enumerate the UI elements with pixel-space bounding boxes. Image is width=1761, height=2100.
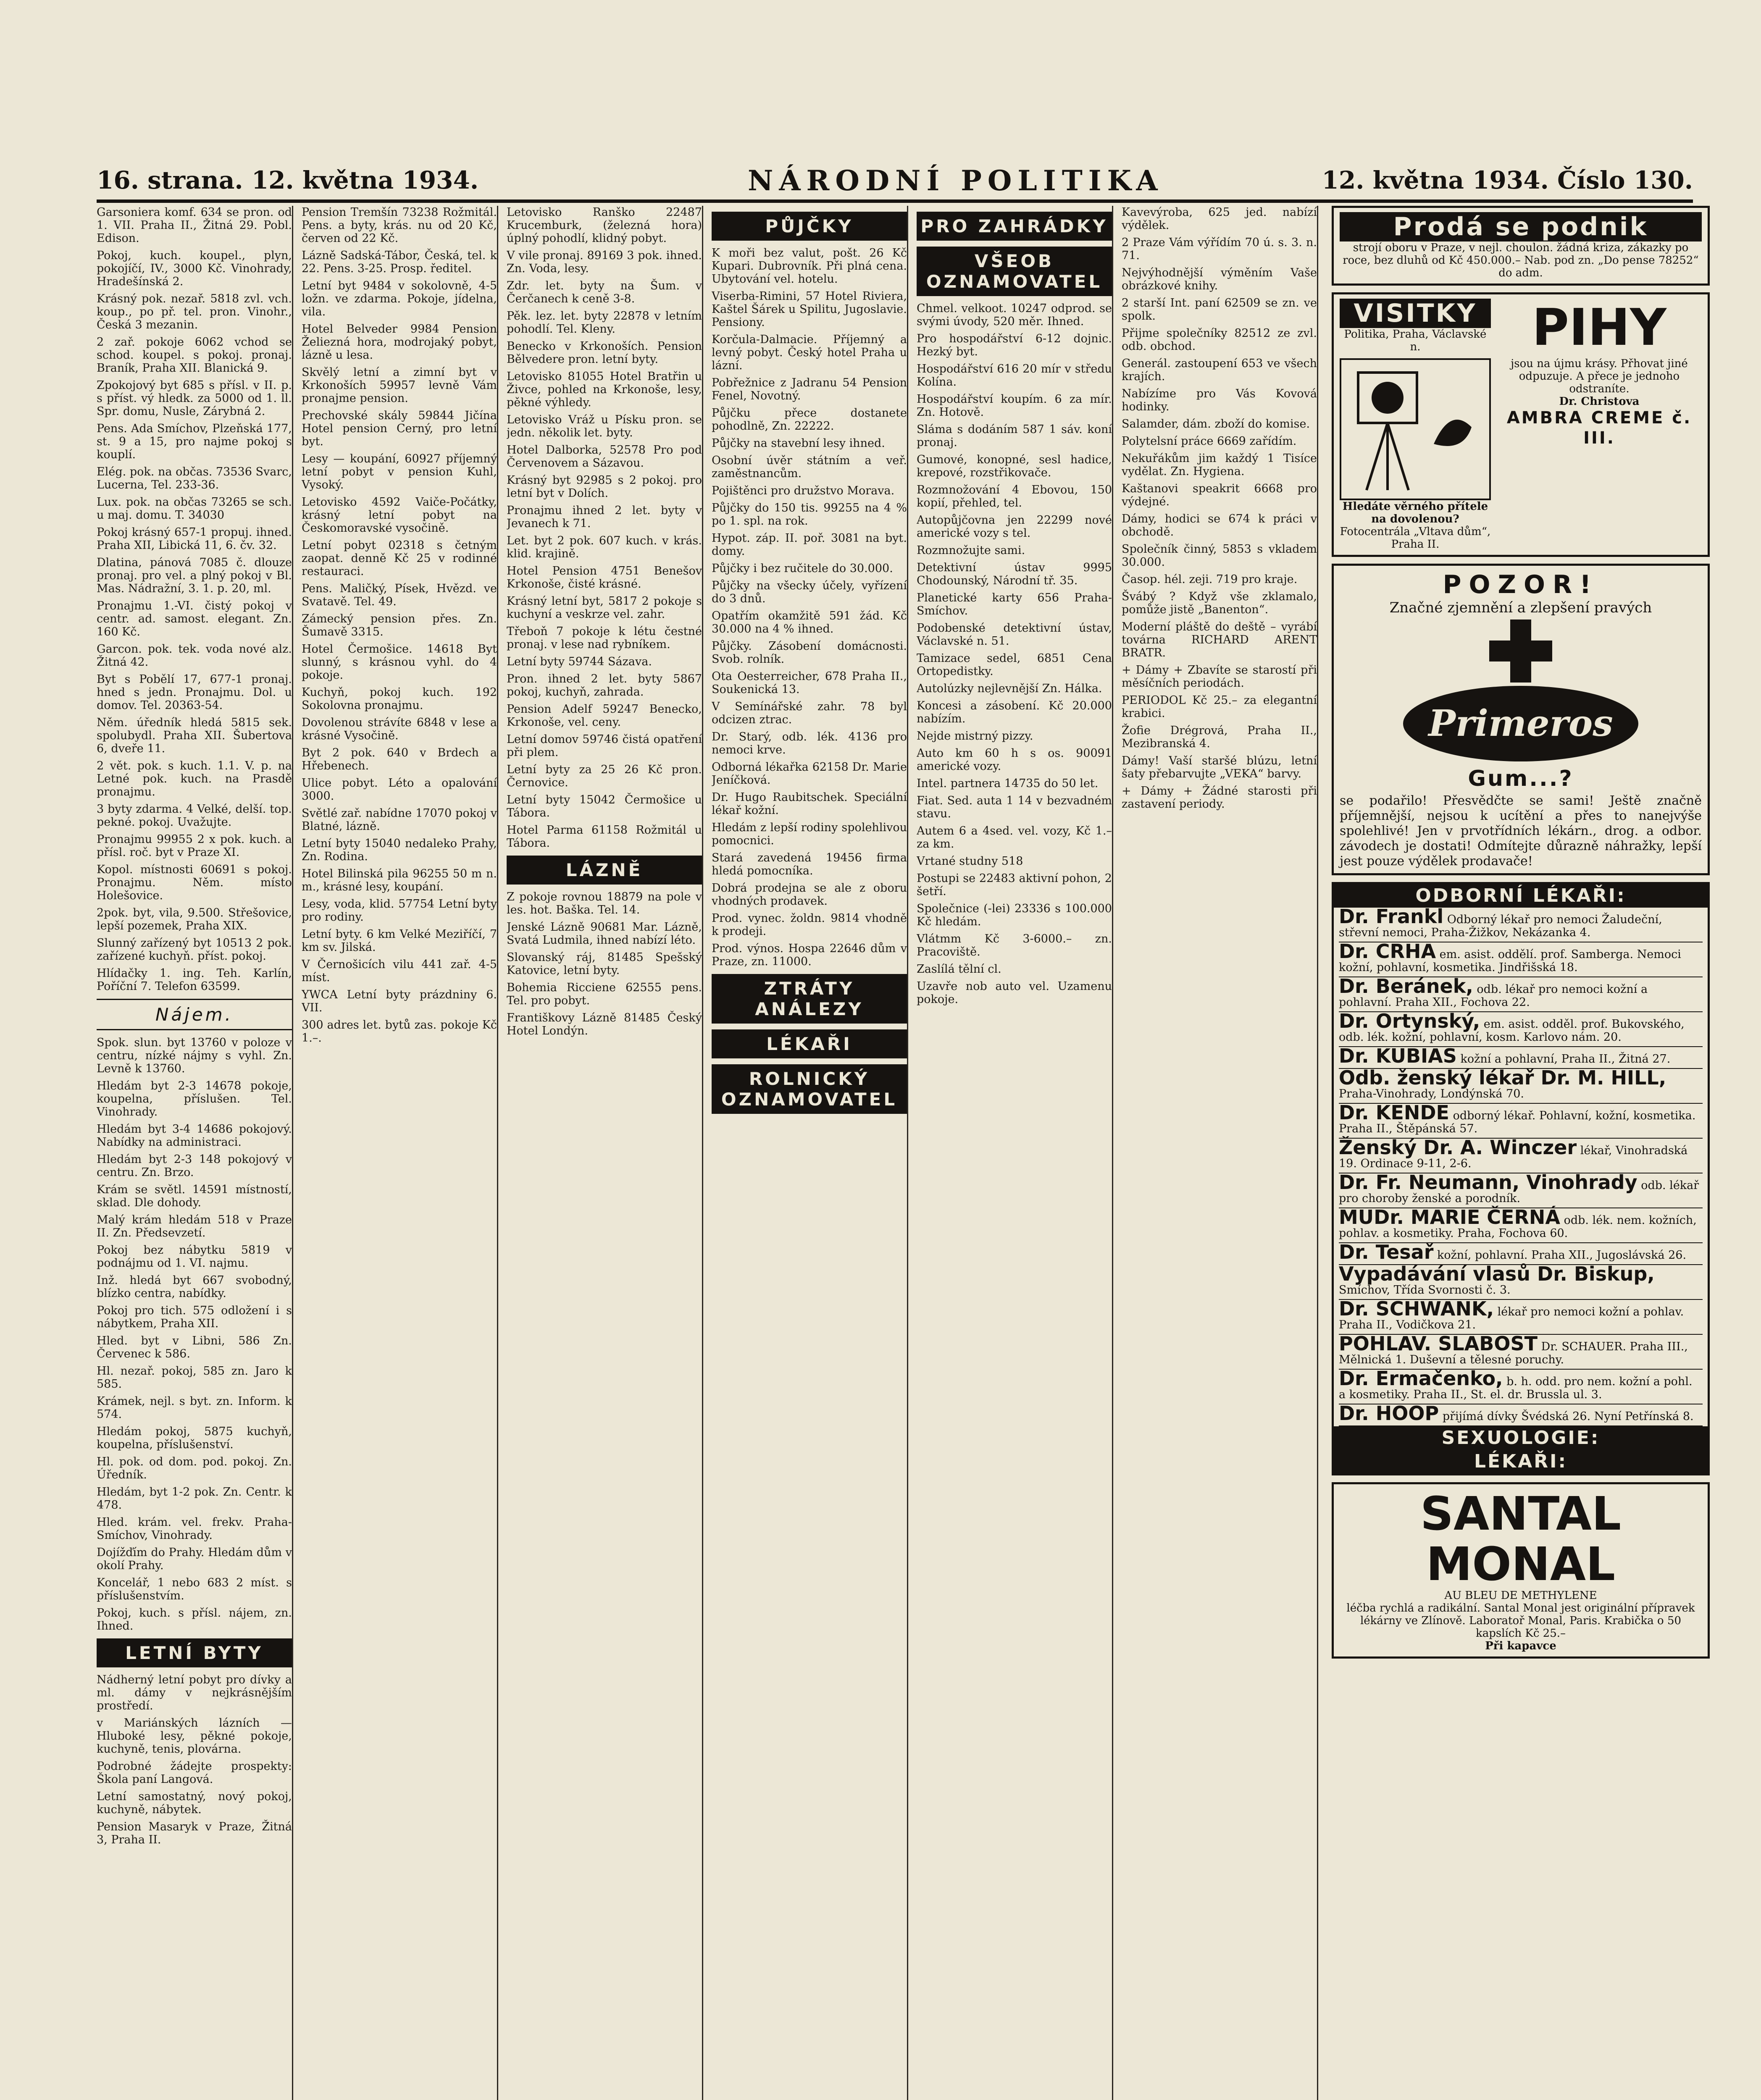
classified-list-6 (1122, 206, 1317, 811)
doctor-info: odb. lékař pro nemoci kožní a pohlavní. Praha XII., Fochova 22. (1339, 983, 1648, 1009)
classified-ad: Půjčky na všecky účely, vyřízení do 3 dnů. (712, 579, 907, 605)
classified-ad: Hotel Bilinská pila 96255 50 m n. m., krásné lesy, koupání. (302, 867, 497, 893)
classified-ad: Časop. hél. zeji. 719 pro kraje. (1122, 573, 1298, 586)
classified-ad: Hled. byt v Libni, 586 Zn. Červenec k 586. (97, 1334, 292, 1360)
classified-ad: + Dámy + Žádné starosti při zastavení periody. (1122, 785, 1317, 811)
classified-ad: Pronajmu ihned 2 let. byty v Jevanech k 71. (507, 504, 702, 530)
classified-ad: Autopůjčovna jen 22299 nové americké vozy s tel. (917, 514, 1112, 540)
classified-ad: Postupi se 22483 aktivní pohon, 2 šetří. (917, 872, 1112, 898)
odborni-lekari-title: ODBORNÍ LÉKAŘI: (1334, 884, 1708, 908)
classified-ad: Ota Oesterreicher, 678 Praha II., Soukenická 13. (712, 670, 907, 696)
doctor-entry (1339, 1297, 1703, 1335)
classified-ad: Auto km 60 h s os. 90091 americké vozy. (917, 747, 1112, 773)
classified-ad: Letní domov 59746 čistá opatření při plem. (507, 733, 702, 759)
classified-ad: Bohemia Ricciene 62555 pens. Tel. pro pobyt. (507, 981, 702, 1007)
classified-ad: Prod. vynec. žoldn. 9814 vhodně k prodeji. (712, 912, 907, 938)
classified-ad: Lesy, voda, klid. 57754 Letní byty pro rodiny. (302, 898, 497, 924)
ad-title: Prodá se podnik (1340, 212, 1702, 242)
foto-text: Fotocentrála „Vltava dům“, Praha II. (1340, 525, 1491, 551)
classified-ad: Společnice (-lei) 23336 s 100.000 Kč hledám. (917, 902, 1112, 928)
classified-ad: Žofie Drégrová, Praha II., Mezibranská 4. (1122, 724, 1317, 750)
classified-list-1b (97, 1036, 292, 1633)
classified-ad: Pokoj bez nábytku 5819 v podnájmu od 1. VI. najmu. (97, 1244, 292, 1270)
classified-ad: Něm. úředník hledá 5815 sek. spolubydl. Praha XII. Šubertova 6, dveře 11. (97, 716, 292, 755)
doctor-entry (1339, 1332, 1703, 1370)
doctor-info: Praha-Vinohrady, Londýnská 70. (1339, 1087, 1524, 1100)
classified-ad: Vlátmm Kč 3-6000.– zn. Pracoviště. (917, 932, 1112, 958)
classified-ad: 2 starší Int. paní 62509 se zn. ve spolk. (1122, 297, 1317, 323)
classified-ad: Intel. partnera 14735 do 50 let. (917, 777, 1099, 790)
classified-ad: Opatřím okamžitě 591 žád. Kč 30.000 na 4 % ihned. (712, 609, 907, 635)
section-vseob-oznamovatel: VŠEOB OZNAMOVATEL (917, 247, 1112, 296)
classified-ad: Planetické karty 656 Praha-Smíchov. (917, 591, 1112, 617)
classified-ad: Letní byty 59744 Sázava. (507, 655, 652, 668)
doctor-entry (1339, 1265, 1703, 1300)
advertisement-column (1332, 206, 1710, 2100)
issue-date-number: 12. května 1934. Číslo 130. (1322, 166, 1693, 194)
ad-primeros (1332, 564, 1710, 875)
santal-text: léčba rychlá a radikální. Santal Monal jest originální přípravek lékárny ve Zlínově. Laboratoř Monal, Paris. Krabička o 50 kapslích Kč 25.– (1346, 1602, 1695, 1640)
classified-ad: Autolúzky nejlevnější Zn. Hálka. (917, 682, 1102, 695)
doctor-name: Vypadávání vlasů Dr. Biskup, (1339, 1263, 1655, 1285)
visitky-subtitle: Politika, Praha, Václavské n. (1344, 328, 1487, 353)
pozor-title: POZOR! (1443, 570, 1599, 599)
ad-odborni-lekari (1332, 882, 1710, 1475)
classified-ad: Nabízíme pro Vás Kovová hodinky. (1122, 387, 1317, 413)
classified-ad: Nádherný letní pobyt pro dívky a ml. dámy v nejkrásnějším prostředí. (97, 1673, 292, 1712)
classified-ad: Ulice pobyt. Léto a opalování 3000. (302, 777, 497, 803)
classified-ad: Hled. krám. vel. frekv. Praha-Smíchov, Vinohrady. (97, 1516, 292, 1542)
classified-ad: Půjčky na stavební lesy ihned. (712, 437, 885, 450)
visitky-title: VISITKY (1340, 299, 1491, 328)
classified-ad: Zdr. let. byty na Šum. v Čerčanech k ceně 3-8. (507, 279, 702, 305)
doctor-entry (1339, 1066, 1703, 1104)
doctor-info: em. asist. odděl. prof. Bukovského, odb. lék. kožní, pohlavní, kosm. Karlovo nám. 20. (1339, 1018, 1685, 1044)
classified-ad: Letní samostatný, nový pokoj, kuchyně, nábytek. (97, 1790, 292, 1816)
classified-ad: 2 vět. pok. s kuch. 1.1. V. p. na Letné pok. kuch. na Prasdě pronajmu. (97, 759, 292, 798)
classified-ad: Pokoj pro tich. 575 odložení i s nábytkem, Praha XII. (97, 1304, 292, 1330)
classified-ad: Zaslílá tělní cl. (917, 963, 1001, 976)
classified-ad: Autem 6 a 4sed. vel. vozy, Kč 1.– za km. (917, 824, 1112, 850)
doctor-name: Dr. Ortynský, (1339, 1010, 1480, 1032)
doctor-name: Dr. HOOP (1339, 1402, 1439, 1425)
classified-ad: Kaštanovi speakrit 6668 pro výdejné. (1122, 482, 1317, 508)
classified-ad: Nejde mistrný pizzy. (917, 730, 1033, 743)
classified-list-3b (507, 890, 702, 1037)
doctor-entry (1339, 1243, 1703, 1265)
classified-list-4 (712, 247, 907, 968)
classified-ad: Viserba-Rimini, 57 Hotel Riviera, Kaštel Šárek u Spilitu, Jugoslavie. Pensiony. (712, 290, 907, 329)
doctor-name: Dr. Beránek, (1339, 975, 1473, 998)
cross-icon (1489, 620, 1552, 682)
classified-ad: Hledám pokoj, 5875 kuchyň, koupelna, příslušenství. (97, 1425, 292, 1451)
classified-ad: v Mariánských lázních — Hluboké lesy, pěkné pokoje, kuchyně, tenis, plovárna. (97, 1717, 292, 1756)
classified-ad: Hotel Belveder 9984 Pension Želiezná hora, modrojaký pobyt, lázně u lesa. (302, 323, 497, 362)
classified-ad: Letní byty. 6 km Velké Meziříčí, 7 km sv. Jilská. (302, 928, 497, 954)
doctor-name: Dr. KUBIAS (1339, 1045, 1457, 1067)
column-5 (917, 206, 1113, 2100)
classified-ad: Korčula-Dalmacie. Příjemný a levný pobyt. Český hotel Praha u lázní. (712, 333, 907, 372)
doctor-entry (1339, 1136, 1703, 1173)
section-letni-byty: LETNÍ BYTY (97, 1638, 292, 1667)
doctor-name: Dr. Tesař (1339, 1241, 1434, 1263)
doctor-entry (1339, 942, 1703, 977)
classified-ad: 2 Praze Vám výřídím 70 ú. s. 3. n. 71. (1122, 236, 1317, 262)
classified-ad: Pens. Ada Smíchov, Plzeňská 177, st. 9 a 15, pro najme pokoj s kouplí. (97, 422, 292, 461)
doctor-info: Smíchov, Třída Svornosti č. 3. (1339, 1284, 1511, 1297)
classified-ad: Detektivní ústav 9995 Chodounský, Národní tř. 35. (917, 561, 1112, 587)
classified-ad: Letovisko 4592 Vaiče-Počátky, krásný letní pobyt na Českomoravské vysočině. (302, 496, 497, 535)
santal-side: Při kapavce (1485, 1640, 1556, 1652)
classified-ad: Dlatina, pánová 7085 č. dlouze pronaj. pro vel. a plný pokoj v Bl. Mas. Nádražní, 3. 1. p. 20, ml. (97, 556, 292, 595)
classified-ad: Krásný letní byt, 5817 2 pokoje s kuchyní a veskrze vel. zahr. (507, 595, 702, 621)
doctor-name: POHLAV. SLABOST (1339, 1332, 1538, 1355)
classified-list-1 (97, 206, 292, 993)
section-najem: Nájem. (97, 999, 292, 1030)
classified-ad: Krám se světl. 14591 místností, sklad. Dle dohody. (97, 1183, 292, 1209)
doctor-info: odb. lékař pro choroby ženské a porodník. (1339, 1179, 1699, 1205)
doctor-name: Odb. ženský lékař Dr. M. HILL, (1339, 1066, 1666, 1089)
classified-ad: Dobrá prodejna se ale z oboru vhodných prodavek. (712, 882, 907, 908)
page-number-date: 16. strana. 12. května 1934. (97, 166, 479, 194)
classified-ad: Hledám byt 2-3 148 pokojový v centru. Zn. Brzo. (97, 1153, 292, 1179)
classified-ad: Pension Masaryk v Praze, Žitná 3, Praha II. (97, 1820, 292, 1846)
doctor-entry (1339, 1047, 1703, 1069)
classified-ad: Pronajmu 99955 2 x pok. kuch. a přísl. roč. byt v Praze XI. (97, 833, 292, 859)
classified-ad: Půjčky. Zásobení domácnosti. Svob. rolník. (712, 640, 907, 666)
monal-title: MONAL (1426, 1537, 1616, 1591)
camera-illustration (1340, 358, 1491, 500)
classified-ad: Generál. zastoupení 653 ve všech krajích. (1122, 357, 1317, 383)
classified-ad: Koncelář, 1 nebo 683 2 míst. s příslušenstvím. (97, 1576, 292, 1602)
classified-ad: Salamder, dám. zboží do komise. (1122, 417, 1310, 430)
primeros-subtitle: Gum...? (1468, 766, 1574, 791)
ad-text: strojí oboru v Praze, v nejl. choulon. žádná kriza, zákazky po roce, bez dluhů od Kč 450.000.– Nab. pod zn. „Do pense 78252“ do adm. (1343, 242, 1699, 279)
classified-ad: Z pokoje rovnou 18879 na pole v les. hot. Baška. Tel. 14. (507, 890, 702, 916)
classified-ad: Moderní pláště do deště – vyrábí továrna RICHARD ARENT BRATR. (1122, 620, 1317, 659)
classified-ad: Nekuřákům jim každý 1 Tisíce vydělat. Zn. Hygiena. (1122, 452, 1317, 478)
doctor-info: em. asist. oddělí. prof. Samberga. Nemoci kožní, pohlavní, kosmetika. Jindřišská 18. (1339, 948, 1681, 974)
section-ztraty: ZTRÁTY ANÁLEZY (712, 974, 907, 1024)
doctor-info: kožní, pohlavní. Praha XII., Jugoslávská 26. (1433, 1249, 1687, 1262)
classified-ad: Gumové, konopné, sesl hadice, krepové, rozstřikovače. (917, 453, 1112, 479)
classified-ad: Byt 2 pok. 640 v Brdech a Hřebenech. (302, 746, 497, 772)
classified-ad: Půjčky do 150 tis. 99255 na 4 % po 1. spl. na rok. (712, 501, 907, 528)
classified-list-5 (917, 302, 1112, 1006)
lekari-title: LÉKAŘI: (1334, 1450, 1708, 1473)
pihy-doctor: Dr. Christova (1559, 395, 1640, 408)
classified-ad: Koncesi a zásobení. Kč 20.000 nabízím. (917, 699, 1112, 725)
column-2 (302, 206, 498, 2100)
pihy-text: jsou na újmu krásy. Přhovat jiné odpuzuje. A přece je jednoho odstraníte. (1511, 357, 1688, 395)
classified-ad: Nejvýhodnější výměním Vaše obrázkové knihy. (1122, 266, 1317, 292)
classified-ad: Prod. výnos. Hospa 22646 dům v Praze, zn. 11000. (712, 942, 907, 968)
doctor-info: Odborný lékař pro nemoci Žaludeční, střevní nemoci, Praha-Žižkov, Nekázanka 4. (1339, 913, 1662, 939)
doctor-info: lékař pro nemoci kožní a pohlav. Praha II., Vodičkova 21. (1339, 1305, 1684, 1331)
doctor-info: odborný lékař. Pohlavní, kožní, kosmetika. Praha II., Štěpánská 57. (1339, 1109, 1696, 1135)
classified-ad: Hotel Dalborka, 52578 Pro pod Červenovem a Sázavou. (507, 444, 702, 470)
classified-list-3 (507, 206, 702, 850)
classified-ad: Jenské Lázně 90681 Mar. Lázně, Svatá Ludmila, ihned nabízí léto. (507, 921, 702, 947)
classified-ad: Hledám, byt 1-2 pok. Zn. Centr. k 478. (97, 1486, 292, 1512)
classified-ad: Stará zavedená 19456 firma hledá pomocníka. (712, 851, 907, 877)
doctor-entry (1339, 977, 1703, 1012)
doctor-entry (1339, 1173, 1703, 1208)
classified-list-2 (302, 206, 497, 1045)
section-pro-zahradky: PRO ZAHRÁDKY (917, 212, 1112, 241)
doctor-info: b. h. odd. pro nem. kožní a pohl. a kosmetiky. Praha II., St. el. dr. Brussla ul. 3. (1339, 1375, 1693, 1401)
classified-list-1c (97, 1673, 292, 1846)
doctor-entry (1339, 1208, 1703, 1243)
classified-ad: Byt s Pobělí 17, 677-1 pronaj. hned s jedn. Pronajmu. Dol. u domov. Tel. 20363-54. (97, 673, 292, 712)
classified-ad: Odborná lékařka 62158 Dr. Marie Jeníčková. (712, 761, 907, 787)
classified-ad: Přijme společníky 82512 ze zvl. odb. obchod. (1122, 327, 1317, 353)
classified-ad: Kavevýroba, 625 jed. nabízí výdělek. (1122, 206, 1317, 232)
classified-ad: V Černošicích vilu 441 zař. 4-5 míst. (302, 958, 497, 984)
classified-ad: Spok. slun. byt 13760 v poloze v centru, nízké nájmy s vyhl. Zn. Levně k 13760. (97, 1036, 292, 1075)
classified-ad: Společník činný, 5853 s vkladem 30.000. (1122, 543, 1317, 569)
section-pujcky: PŮJČKY (712, 212, 907, 241)
section-rolnicky: ROLNICKÝ OZNAMOVATEL (712, 1064, 907, 1114)
classified-ad: Krámek, nejl. s byt. zn. Inform. k 574. (97, 1395, 292, 1421)
doctors-list (1334, 905, 1708, 1426)
column-6 (1122, 206, 1318, 2100)
doctor-info: odb. lék. nem. kožních, pohlav. a kosmetiky. Praha, Fochova 60. (1339, 1214, 1697, 1240)
classified-ad: Malý krám hledám 518 v Praze II. Zn. Předsevzetí. (97, 1213, 292, 1239)
classified-ad: Benecko v Krkonoších. Pension Bělvedere pron. letní byty. (507, 340, 702, 366)
classified-ad: + Dámy + Zbavíte se starostí při měsíčních periodách. (1122, 664, 1317, 690)
primeros-logo: Primeros (1403, 686, 1638, 761)
doctor-info: lékař, Vinohradská 19. Ordinace 9-11, 2-6. (1339, 1144, 1688, 1170)
classified-ad: 3 byty zdarma. 4 Velké, delší. top. pekné. pokoj. Uvažujte. (97, 803, 292, 829)
classified-ad: V vile pronaj. 89169 3 pok. ihned. Zn. Voda, lesy. (507, 249, 702, 275)
classified-ad: Pension Tremšín 73238 Rožmitál. Pens. a byty, krás. nu od 20 Kč, červen od 22 Kč. (302, 206, 497, 245)
classified-ad: Krásný pok. nezař. 5818 zvl. vch. koup., po př. tel. pron. Vinohr., Česká 3 mezanin. (97, 292, 292, 331)
classified-ad: Elég. pok. na občas. 73536 Svarc, Lucerna, Tel. 233-36. (97, 465, 292, 491)
doctor-entry (1339, 905, 1703, 942)
classified-ad: Hotel Čermošice. 14618 Byt slunný, s krásnou vyhl. do 4 pokoje. (302, 643, 497, 682)
classified-ad: Krásný byt 92985 s 2 pokoj. pro letní byt v Dolích. (507, 474, 702, 500)
classified-ad: Pens. Maličký, Písek, Hvězd. ve Svatavě. Tel. 49. (302, 582, 497, 608)
classified-ad: Pronajmu 1.-VI. čistý pokoj v centr. ad. samost. elegant. Zn. 160 Kč. (97, 599, 292, 638)
column-4 (712, 206, 908, 2100)
classified-ad: Zpokojový byt 685 s přísl. v II. p. s příst. vý hledk. za 5000 od 1. ll. Spr. domu, Nusle, Zárybná 2. (97, 379, 292, 418)
classified-ad: Slovanský ráj, 81485 Spešský Katovice, letní byty. (507, 951, 702, 977)
doctor-entry (1339, 1404, 1703, 1426)
classified-ad: Letní byty 15040 nedaleko Prahy, Zn. Rodina. (302, 837, 497, 863)
ad-prodej-podniku (1332, 206, 1710, 286)
classified-ad: Hotel Parma 61158 Rožmitál u Tábora. (507, 824, 702, 850)
classified-ad: Kopol. místnosti 60691 s pokoj. Pronajmu. Něm. místo Holešovice. (97, 863, 292, 902)
classified-ad: Františkovy Lázně 81485 Český Hotel Londýn. (507, 1011, 702, 1037)
doctor-name: MUDr. MARIE ČERNÁ (1339, 1206, 1560, 1228)
classified-ad: Hledám z lepší rodiny spolehlivou pomocnici. (712, 821, 907, 847)
classified-ad: Chmel. velkoot. 10247 odprod. se svými úvody, 520 měr. Ihned. (917, 302, 1112, 328)
classified-ad: Letní byt 9484 v sokolovně, 4-5 ložn. ve zdarma. Pokoje, jídelna, vila. (302, 279, 497, 318)
classified-ad: Pro hospodářství 6-12 dojnic. Hezký byt. (917, 332, 1112, 358)
classified-ad: Garcon. pok. tek. voda nové alz. Žitná 42. (97, 643, 292, 669)
classified-ad: Inž. hledá byt 667 svobodný, blízko centra, nabídky. (97, 1274, 292, 1300)
classified-ad: Letovisko Ranško 22487 Krucemburk, (železná hora) úplný pohodlí, klidný pobyt. (507, 206, 702, 245)
classified-ad: Pojištěnci pro družstvo Morava. (712, 484, 895, 497)
classified-ad: Letovisko 81055 Hotel Bratřin u Živce, pohled na Krkonoše, lesy, pěkné výhledy. (507, 370, 702, 409)
doctor-info: Dr. SCHAUER. Praha III., Mělnická 1. Duševní a tělesné poruchy. (1339, 1340, 1688, 1366)
doctor-info: kožní a pohlavní, Praha II., Žitná 27. (1456, 1053, 1671, 1066)
classified-ad: Hledám byt 2-3 14678 pokoje, koupelna, příslušen. Tel. Vinohrady. (97, 1079, 292, 1118)
classified-ad: Třeboň 7 pokoje k létu čestné pronaj. v lese nad rybníkem. (507, 625, 702, 651)
classified-ad: Dámy, hodici se 674 k práci v obchodě. (1122, 512, 1317, 538)
ad-visitky (1332, 292, 1710, 557)
classified-ad: Garsoniera komf. 634 se pron. od 1. VII. Praha II., Žitná 29. Pobl. Edison. (97, 206, 292, 245)
page-header (97, 166, 1693, 203)
classified-ad: 300 adres let. bytů zas. pokoje Kč 1.–. (302, 1018, 497, 1045)
classified-ad: Půjčky i bez ručitele do 30.000. (712, 562, 893, 575)
classified-ad: Osobní úvěr státním a veř. zaměstnancům. (712, 454, 907, 480)
column-1 (97, 206, 293, 2100)
sexuologie-title: SEXUOLOGIE: (1334, 1426, 1708, 1450)
pihy-title: PIHY (1532, 299, 1666, 357)
newspaper-title: NÁRODNÍ POLITIKA (748, 164, 1164, 197)
classified-ad: Dámy! Vaší staršé blúzu, letní šaty přebarvujte „VEKA“ barvy. (1122, 754, 1317, 780)
classified-ad: Tamizace sedel, 6851 Cena Ortopedistky. (917, 652, 1112, 678)
classified-ad: Švábý ? Když vše zklamalo, pomůže jistě „Banenton“. (1122, 590, 1317, 616)
ad-santal-monal (1332, 1482, 1710, 1659)
doctor-name: Ženský Dr. A. Winczer (1339, 1136, 1577, 1159)
doctor-name: Dr. Frankl (1339, 905, 1444, 928)
classified-ad: Lesy — koupání, 60927 příjemný letní pobyt v pension Kuhl, Vysoký. (302, 452, 497, 491)
santal-title: SANTAL (1420, 1487, 1622, 1541)
section-lazne: LÁZNĚ (507, 856, 702, 885)
ambra-title: AMBRA CREME č. III. (1506, 408, 1692, 448)
classified-ad: Letní pobyt 02318 s četným zaopat. denně Kč 25 v rodinné restauraci. (302, 539, 497, 578)
doctor-name: Dr. SCHWANK, (1339, 1297, 1494, 1320)
classified-ad: Zámecký pension přes. Zn. Šumavě 3315. (302, 612, 497, 638)
classified-ad: Hl. nezař. pokoj, 585 zn. Jaro k 585. (97, 1365, 292, 1391)
classified-ad: 2pok. byt, vila, 9.500. Střešovice, lepší pozemek, Praha XIX. (97, 906, 292, 932)
santal-subtitle: AU BLEU DE METHYLENE (1444, 1589, 1597, 1602)
classified-ad: Rozmnožujte sami. (917, 544, 1025, 557)
classified-ad: Vrtané studny 518 (917, 855, 1023, 868)
classified-ad: Letovisko Vráž u Písku pron. se jedn. několik let. byty. (507, 413, 702, 439)
primeros-text: se podařilo! Přesvědčte se sami! Ještě značně příjemnější, nejsou k ucítění a přes to nanejvýše spolehlivé! Jen v prvotřídních lékárn., drog. a odbor. závodech je dostati! Odmítejte důrazně náhražky, lepší jest pouze výdělek prodavače! (1340, 793, 1702, 869)
doctor-entry (1339, 1012, 1703, 1047)
classified-ad: PERIODOL Kč 25.– za elegantní krabici. (1122, 694, 1317, 720)
classified-ad: Lázně Sadská-Tábor, Česká, tel. k 22. Pens. 3-25. Prosp. ředitel. (302, 249, 497, 275)
hledate-text: Hledáte věrného přítele na dovolenou? (1342, 500, 1488, 525)
camera-icon (1341, 360, 1488, 494)
doctor-entry (1339, 1101, 1703, 1139)
classified-ad: Hypot. záp. II. poř. 3081 na byt. domy. (712, 532, 907, 558)
classified-ad: 2 zař. pokoje 6062 vchod se schod. koupel. s pokoj. pronaj. Braník, Praha XII. Blanická 9. (97, 336, 292, 375)
classified-ad: Hospodářství 616 20 mír v středu Kolína. (917, 362, 1112, 388)
classified-ad: Dr. Starý, odb. lék. 4136 pro nemoci krve. (712, 730, 907, 756)
classified-ad: Rozmnožování 4 Ebovou, 150 kopií, přehled, tel. (917, 483, 1112, 509)
doctor-name: Dr. KENDE (1339, 1101, 1449, 1124)
classified-ad: Kuchyň, pokoj kuch. 192 Sokolovna pronajmu. (302, 686, 497, 712)
classified-ad: Hospodářství koupím. 6 za mír. Zn. Hotově. (917, 393, 1112, 419)
classified-ad: Pron. ihned 2 let. byty 5867 pokoj, kuchyň, zahrada. (507, 672, 702, 698)
classified-ad: Dr. Hugo Raubitschek. Speciální lékař kožní. (712, 791, 907, 817)
doctor-name: Dr. CRHA (1339, 940, 1436, 963)
classified-ad: Hledám byt 3-4 14686 pokojový. Nabídky na administraci. (97, 1123, 292, 1149)
classified-ad: Hlídačky 1. ing. Teh. Karlín, Poříční 7. Telefon 63599. (97, 967, 292, 993)
classified-ad: Letní byty za 25 26 Kč pron. Černovice. (507, 763, 702, 789)
classified-ad: Polytelsní práce 6669 zařídím. (1122, 435, 1297, 448)
classified-ad: Pension Adelf 59247 Benecko, Krkonoše, vel. ceny. (507, 703, 702, 729)
classified-ad: Pěk. lez. let. byty 22878 v letním pohodlí. Tel. Kleny. (507, 310, 702, 336)
classified-ad: Fiat. Sed. auta 1 14 v bezvadném stavu. (917, 794, 1112, 820)
classified-ad: Pokoj, kuch. koupel., plyn, pokojíčí, IV., 3000 Kč. Vinohrady, Hradešínská 2. (97, 249, 292, 288)
doctor-name: Dr. Ermačenko, (1339, 1367, 1503, 1390)
classified-ad: Pokoj krásný 657-1 propuj. ihned. Praha XII, Libická 11, 6. čv. 32. (97, 526, 292, 552)
classified-ad: Prechovské skály 59844 Jičína Hotel pension Cerný, pro letní byt. (302, 409, 497, 448)
doctor-entry (1339, 1367, 1703, 1404)
classified-ad: YWCA Letní byty prázdniny 6. VII. (302, 988, 497, 1014)
doctor-info: přijímá dívky Švédská 26. Nyní Petřínská 8. (1439, 1410, 1694, 1423)
pozor-subtitle: Značné zjemnění a zlepšení pravých (1389, 599, 1652, 616)
doctor-name: Dr. Fr. Neumann, Vinohrady (1339, 1171, 1637, 1194)
classified-ad: Skvělý letní a zimní byt v Krkonoších 59957 levně Vám pronajme pension. (302, 366, 497, 405)
classified-ad: Podobenské detektivní ústav, Václavské n. 51. (917, 622, 1112, 648)
classified-ad: Letní byty 15042 Čermošice u Tábora. (507, 793, 702, 819)
classified-ad: Dojížďím do Prahy. Hledám dům v okolí Prahy. (97, 1546, 292, 1572)
classified-ad: Světlé zař. nabídne 17070 pokoj v Blatné, lázně. (302, 807, 497, 833)
classified-ad: Pobřežnice z Jadranu 54 Pension Fenel, Novotný. (712, 376, 907, 402)
section-lekari: LÉKAŘI (712, 1029, 907, 1058)
classified-ad: Lux. pok. na občas 73265 se sch. u maj. domu. T. 34030 (97, 496, 292, 522)
classified-ad: Uzavře nob auto vel. Uzamenu pokoje. (917, 980, 1112, 1006)
classified-ad: Let. byt 2 pok. 607 kuch. v krás. klid. krajině. (507, 534, 702, 560)
classified-ad: Dovolenou strávíte 6848 v lese a krásné Vysočině. (302, 716, 497, 742)
classified-ad: Půjčku přece dostanete pohodlně, Zn. 22222. (712, 407, 907, 433)
classified-ad: Pokoj, kuch. s přísl. nájem, zn. Ihned. (97, 1606, 292, 1633)
classified-ad: Slunný zařízený byt 10513 2 pok. zařízené kuchyň. příst. pokoj. (97, 937, 292, 963)
classified-ad: Sláma s dodáním 587 1 sáv. koní pronaj. (917, 423, 1112, 449)
classified-ad: Podrobné žádejte prospekty: Škola paní Langová. (97, 1760, 292, 1786)
classified-ad: Hl. pok. od dom. pod. pokoj. Zn. Úředník. (97, 1455, 292, 1481)
classified-ad: Hotel Pension 4751 Benešov Krkonoše, čisté krásné. (507, 564, 702, 591)
column-3 (507, 206, 703, 2100)
classified-ad: K moři bez valut, pošt. 26 Kč Kupari. Dubrovník. Při plná cena. Ubytování vel. hotelu. (712, 247, 907, 286)
classified-ad: V Semínářské zahr. 78 byl odcizen ztrac. (712, 700, 907, 726)
